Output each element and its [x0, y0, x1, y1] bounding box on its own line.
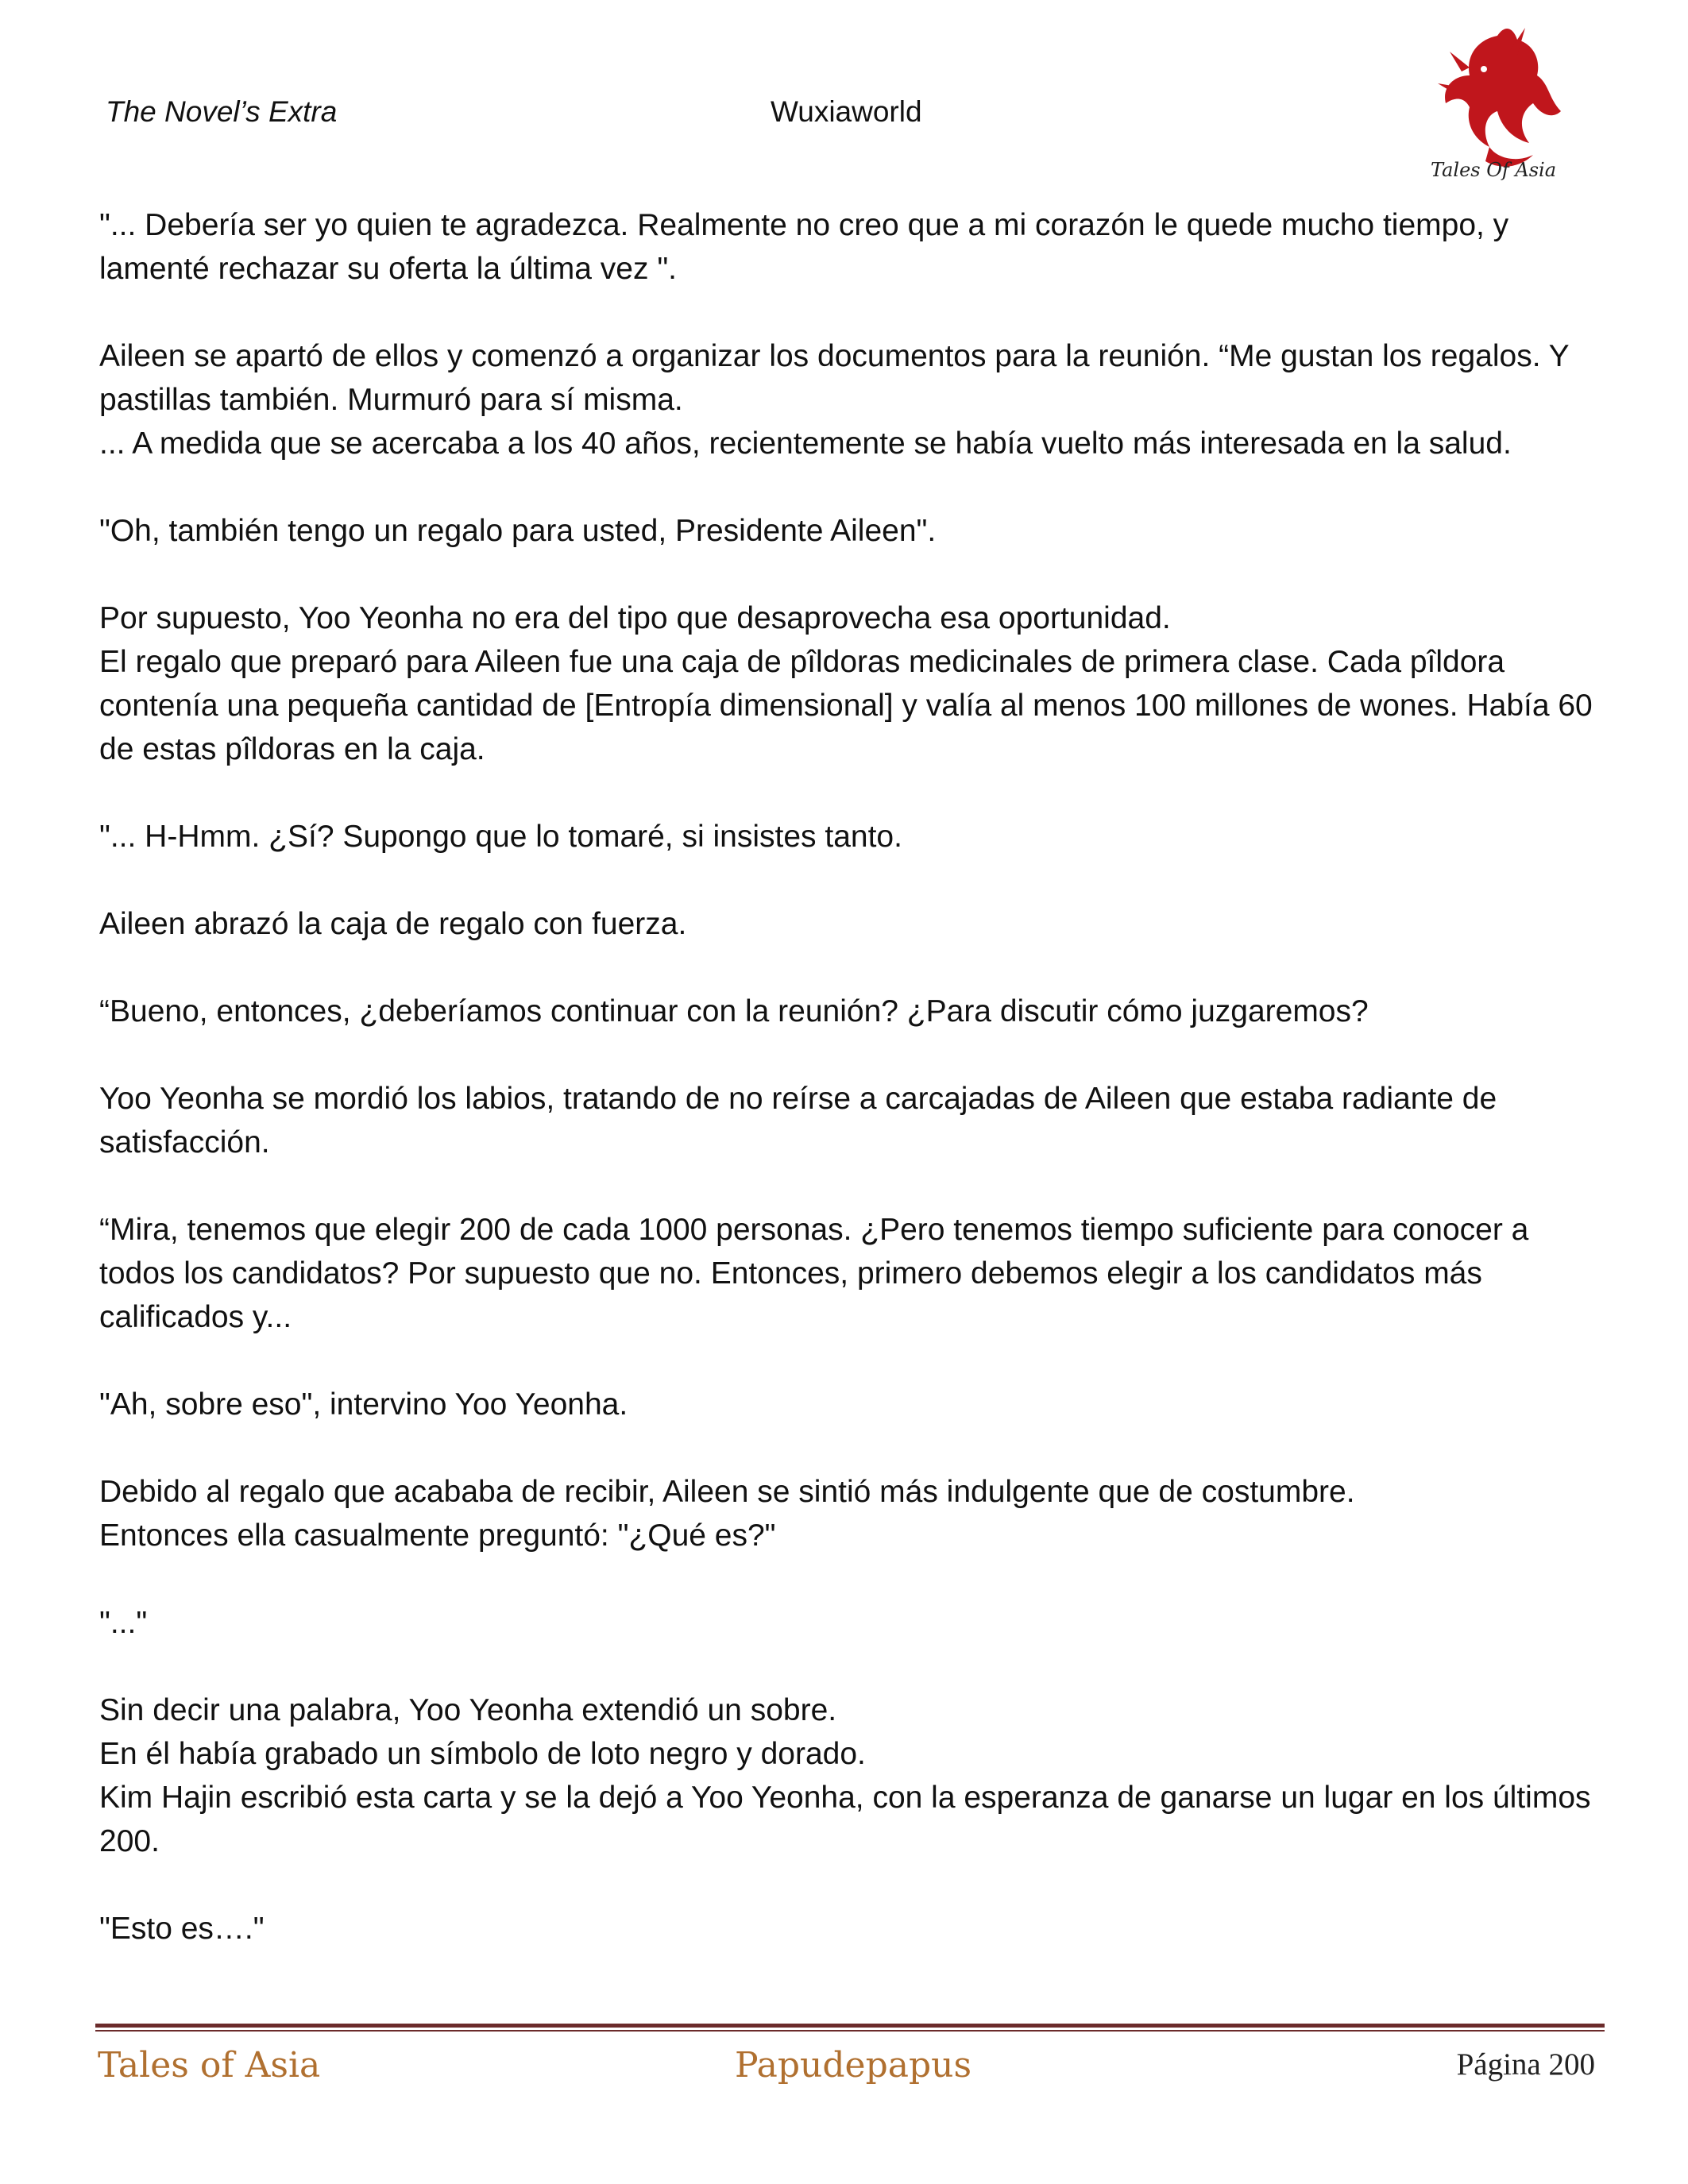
- paragraph-line: Aileen se apartó de ellos y comenzó a organizar los documentos para la reunión. “Me gustan los regalos. Y pastillas también. Murmuró para sí misma.: [99, 339, 1569, 417]
- paragraph-line: Kim Hajin escribió esta carta y se la dejó a Yoo Yeonha, con la esperanza de ganarse un lugar en los últimos 200.: [99, 1781, 1591, 1858]
- paragraph: "... Debería ser yo quien te agradezca. Realmente no creo que a mi corazón le quede mucho tiempo, y lamenté rechazar su oferta la última vez ".: [99, 208, 1509, 286]
- paragraph: [99, 1688, 1593, 1863]
- paragraph: [99, 596, 1593, 771]
- book-title: The Novel’s Extra: [106, 95, 338, 128]
- paragraph-line: Por supuesto, Yoo Yeonha no era del tipo que desaprovecha esa oportunidad.: [99, 601, 1171, 635]
- paragraph: [99, 334, 1593, 465]
- paragraph-line: Debido al regalo que acababa de recibir, Aileen se sintió más indulgente que de costumbre.: [99, 1475, 1355, 1509]
- paragraph: "Oh, también tengo un regalo para usted, Presidente Aileen".: [99, 514, 937, 548]
- paragraph: [99, 1470, 1593, 1557]
- paragraph: “Bueno, entonces, ¿deberíamos continuar con la reunión? ¿Para discutir cómo juzgaremos?: [99, 994, 1369, 1028]
- page-body: [99, 203, 1593, 1994]
- paragraph: Yoo Yeonha se mordió los labios, tratando de no reírse a carcajadas de Aileen que estaba radiante de satisfacción.: [99, 1082, 1497, 1160]
- footer-divider: [95, 2024, 1605, 2032]
- paragraph: "...": [99, 1606, 148, 1640]
- paragraph: "Esto es….": [99, 1912, 265, 1946]
- paragraph-line: Entonces ella casualmente preguntó: "¿Qué es?": [99, 1518, 776, 1553]
- paragraph-line: En él había grabado un símbolo de loto negro y dorado.: [99, 1737, 866, 1771]
- paragraph: Aileen abrazó la caja de regalo con fuerza.: [99, 907, 687, 941]
- footer-translator: Papudepapus: [735, 2045, 972, 2086]
- paragraph: "... H-Hmm. ¿Sí? Supongo que lo tomaré, si insistes tanto.: [99, 820, 902, 854]
- paragraph-line: Sin decir una palabra, Yoo Yeonha extendió un sobre.: [99, 1693, 837, 1727]
- paragraph: “Mira, tenemos que elegir 200 de cada 1000 personas. ¿Pero tenemos tiempo suficiente para conocer a todos los candidatos? Por supuesto que no. Entonces, primero debemos elegir a los candidatos más calificados y...: [99, 1213, 1529, 1334]
- page-number: Página 200: [1456, 2047, 1595, 2082]
- footer-brand: Tales of Asia: [98, 2045, 321, 2086]
- paragraph-line: El regalo que preparó para Aileen fue una caja de pîldoras medicinales de primera clase. Cada pîldora contenía una pequeña cantidad de [Entropía dimensional] y valía al menos 100 millones de wones. Había 60 de estas pîldoras en la caja.: [99, 645, 1593, 766]
- logo-text: Tales Of Asia: [1430, 159, 1557, 181]
- site-name: Wuxiaworld: [771, 95, 922, 128]
- paragraph: "Ah, sobre eso", intervino Yoo Yeonha.: [99, 1387, 628, 1422]
- paragraph-line: ... A medida que se acercaba a los 40 años, recientemente se había vuelto más interesada en la salud.: [99, 426, 1512, 461]
